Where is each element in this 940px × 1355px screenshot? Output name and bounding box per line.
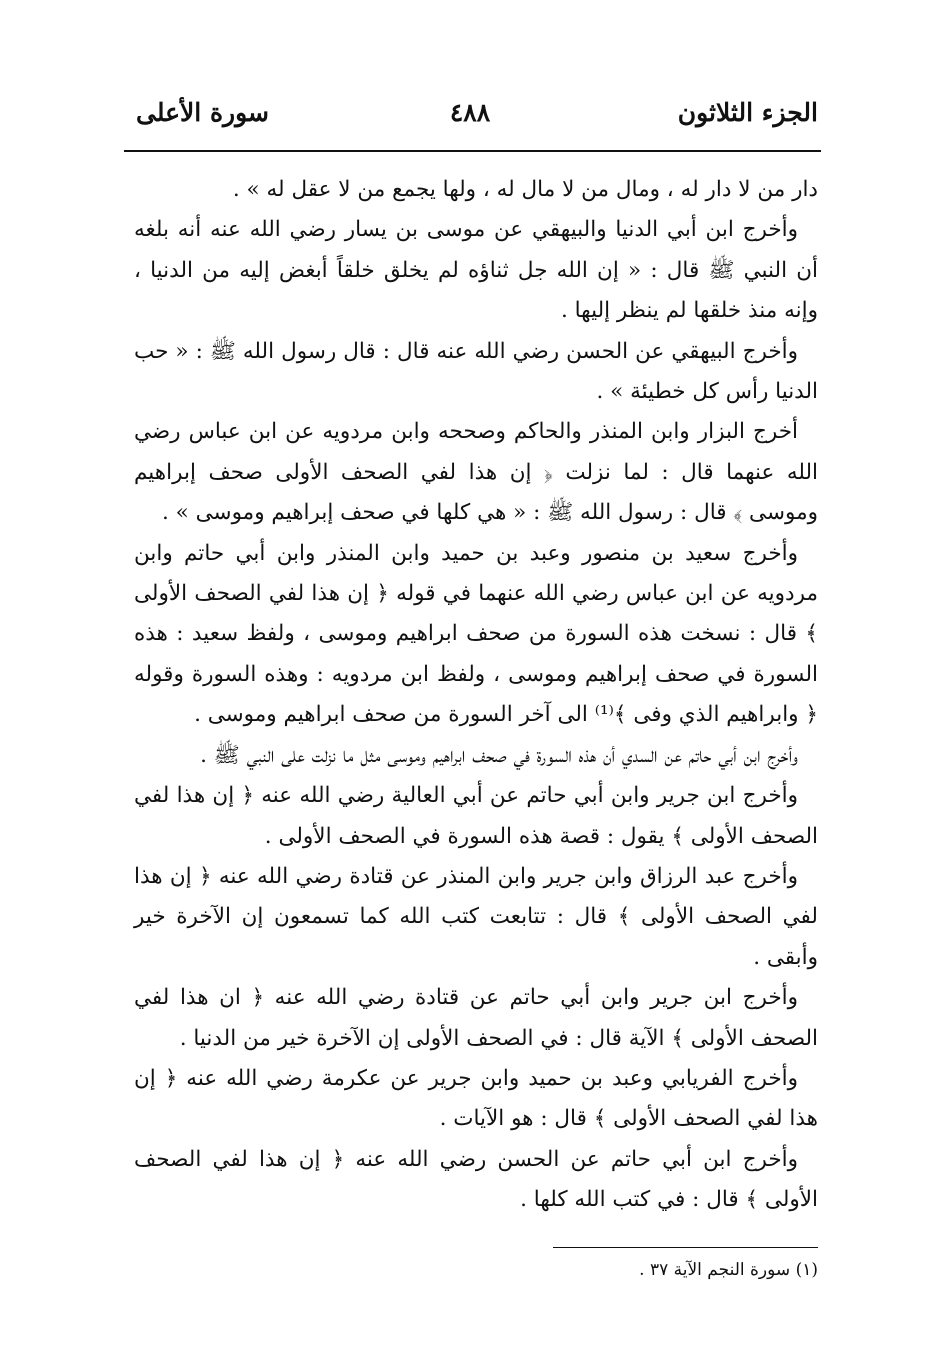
paragraph: وأخرج ابن جرير وابن أبي حاتم عن قتادة رضي الله عنه ﴿ ان هذا لفي الصحف الأولى ﴾ الآية قال : في الصحف الأولى إن الآخرة خير من الدنيا . bbox=[134, 985, 818, 1051]
paragraph: وأخرج ابن أبي حاتم عن الحسن رضي الله عنه ﴿ إن هذا لفي الصحف الأولى ﴾ قال : في كتب الله كلها . bbox=[134, 1146, 818, 1213]
running-header-part: الجزء الثلاثون bbox=[677, 98, 818, 127]
header-rule bbox=[124, 150, 821, 152]
paragraph: وأخرج ابن جرير وابن أبي حاتم عن أبي العالية رضي الله عنه ﴿ إن هذا لفي الصحف الأولى ﴾ يقول : قصة هذه السورة في الصحف الأولى . bbox=[134, 783, 818, 849]
paragraph: دار من لا دار له ، ومال من لا مال له ، ولها يجمع من لا عقل له » . bbox=[232, 177, 818, 202]
paragraph: وأخرج الفريابي وعبد بن حميد وابن جرير عن عكرمة رضي الله عنه ﴿ إن هذا لفي الصحف الأولى ﴾ قال : هو الآيات . bbox=[134, 1065, 818, 1132]
paragraph: وأخرج عبد الرزاق وابن جرير وابن المنذر عن قتادة رضي الله عنه ﴿ إن هذا لفي الصحف الأولى ﴾ قال : تتابعت كتب الله كما تسمعون إن الآخرة خير وأبقى . bbox=[134, 863, 818, 970]
paragraph: أخرج البزار وابن المنذر والحاكم وصححه وابن مردويه عن ابن عباس رضي الله عنهما قال : لما نزلت ﴿ إن هذا لفي الصحف الأولى صحف إبراهيم وموسى ﴾ قال : رسول الله ﷺ : « هي كلها في صحف إبراهيم وموسى » . bbox=[134, 419, 818, 526]
paragraph: وأخرج ابن أبي حاتم عن السدي أن هذه السورة في صحف ابراهيم وموسى مثل ما نزلت على النبي ﷺ . bbox=[200, 742, 798, 768]
paragraph: وأخرج ابن أبي الدنيا والبيهقي عن موسى بن يسار رضي الله عنه أنه بلغه أن النبي ﷺ قال : « إن الله جل ثناؤه لم يخلق خلقاً أبغض إليه من الدنيا ، وإنه منذ خلقها لم ينظر إليها . bbox=[134, 217, 818, 324]
running-header-surah: سورة الأعلى bbox=[136, 98, 269, 127]
paragraph: وأخرج سعيد بن منصور وعبد بن حميد وابن المنذر وابن أبي حاتم وابن مردويه عن ابن عباس رضي الله عنهما في قوله ﴿ إن هذا لفي الصحف الأولى ﴾ قال : نسخت هذه السورة من صحف ابراهيم وموسى ، ولفظ سعيد : هذه السورة في صحف إبراهيم وموسى ، ولفظ ابن مردويه : وهذه السورة وقوله ﴿ وابراهيم الذي وفى ﴾⁽¹⁾ الى آخر السورة من صحف ابراهيم وموسى . bbox=[134, 540, 818, 728]
body-text bbox=[134, 170, 818, 1221]
paragraph: وأخرج البيهقي عن الحسن رضي الله عنه قال : قال رسول الله ﷺ : « حب الدنيا رأس كل خطيئة » . bbox=[134, 338, 818, 405]
page-number: ٤٨٨ bbox=[449, 98, 491, 127]
footnote-rule bbox=[553, 1247, 818, 1248]
footnote: (١) سورة النجم الآية ٣٧ . bbox=[639, 1260, 818, 1280]
